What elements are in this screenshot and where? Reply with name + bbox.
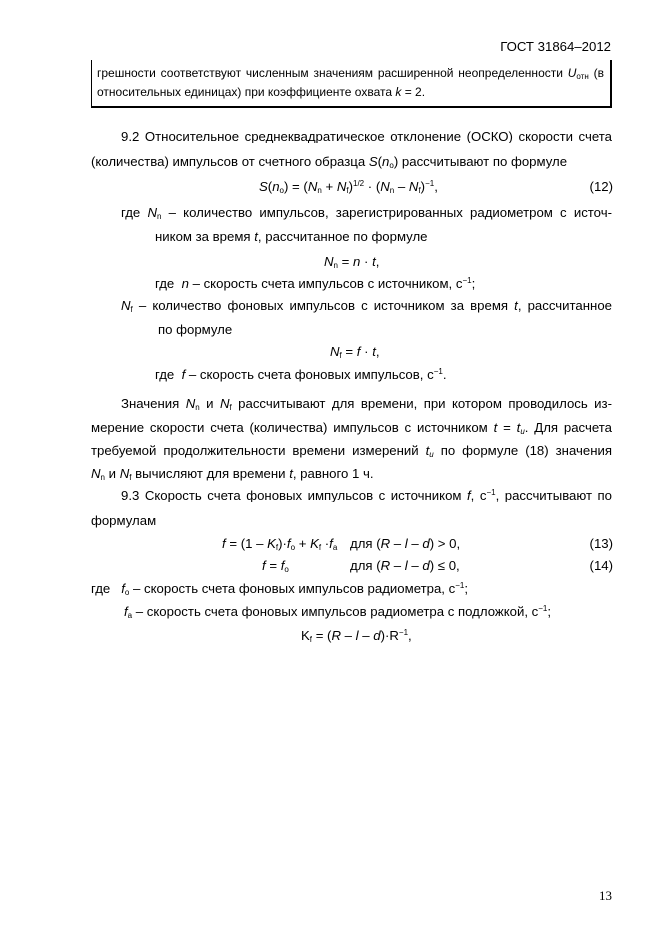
page-number: 13 [599,888,612,903]
where-Nf-line-1: $N_f$ – количество фоновых импульсов с источником за время t, рассчитанное [121,299,612,314]
section-9-3-line-2: формулам [91,513,157,528]
section-9-3-line-1: 9.3 Скорость счета фоновых импульсов с источником f, $с^{-1}$, рассчитывают по [121,489,612,503]
formula-14-number: (14) [589,558,613,573]
formula-Kf: $K_f = (R - l - d)\cdot R^{-1}$, [301,628,412,644]
values-paragraph-line-4: $N_n$ и $N_f$ вычисляют для времени t, равного 1 ч. [91,466,374,482]
section-9-2-line-2: (количества) импульсов от счетного образца $S(n_o)$ рассчитывают по формуле [91,154,568,170]
values-paragraph-line-2: мерение скорости счета (количества) импульсов с источником $t = t_и$. Для расчета [91,421,612,436]
document-code: ГОСТ 31864–2012 [500,39,611,54]
values-paragraph-line-1: Значения $N_n$ и $N_f$ рассчитывают для времени, при котором проводилось из- [121,397,612,412]
where-f: где f – скорость счета фоновых импульсов, $с^{-1}$. [155,367,447,382]
where-n: где n – скорость счета импульсов с источником, $с^{-1}$; [155,276,476,291]
where-Nn-line-2: ником за время t, рассчитанное по формуле [155,229,428,244]
formula-12: $S(n_o) = (N_n + N_f)^{1/2} \cdot (N_n - N_f)^{-1}$, [259,179,438,195]
formula-13: $f = (1 - K_f)\cdot f_o + K_f \cdot f_a$ [222,536,338,552]
formula-14: $f = f_o$ [262,558,289,574]
formula-Nf: $N_f = f \cdot t$, [330,344,380,360]
where-Nf-line-2: по формуле [158,322,233,337]
where-fa: $f_a$ – скорость счета фоновых импульсов радиометра с подложкой, $с^{-1}$; [124,604,552,620]
where-Nn-line-1: где $N_n$ – количество импульсов, зарегистрированных радиометром с источ- [121,206,612,221]
boxed-note-line-1: грешности соответствуют численным значениям расширенной неопределенности $U_{отн}$ (в [97,67,604,81]
values-paragraph-line-3: требуемой продолжительности времени измерений $t_и$ по формуле (18) значения [91,444,612,459]
formula-12-number: (12) [589,179,613,194]
formula-14-condition: для (R – l – d) ≤ 0, [350,558,460,573]
section-9-2-line-1: 9.2 Относительное среднеквадратическое отклонение (ОСКО) скорости счета [121,130,612,144]
formula-13-number: (13) [589,536,613,551]
formula-Nn: $N_n = n \cdot t$, [324,254,380,270]
where-fo: где $f_o$ – скорость счета фоновых импульсов радиометра, $с^{-1}$; [91,581,469,597]
formula-13-condition: для (R – l – d) > 0, [350,536,461,551]
boxed-note-line-2: относительных единицах) при коэффициенте охвата k = 2. [97,85,426,99]
